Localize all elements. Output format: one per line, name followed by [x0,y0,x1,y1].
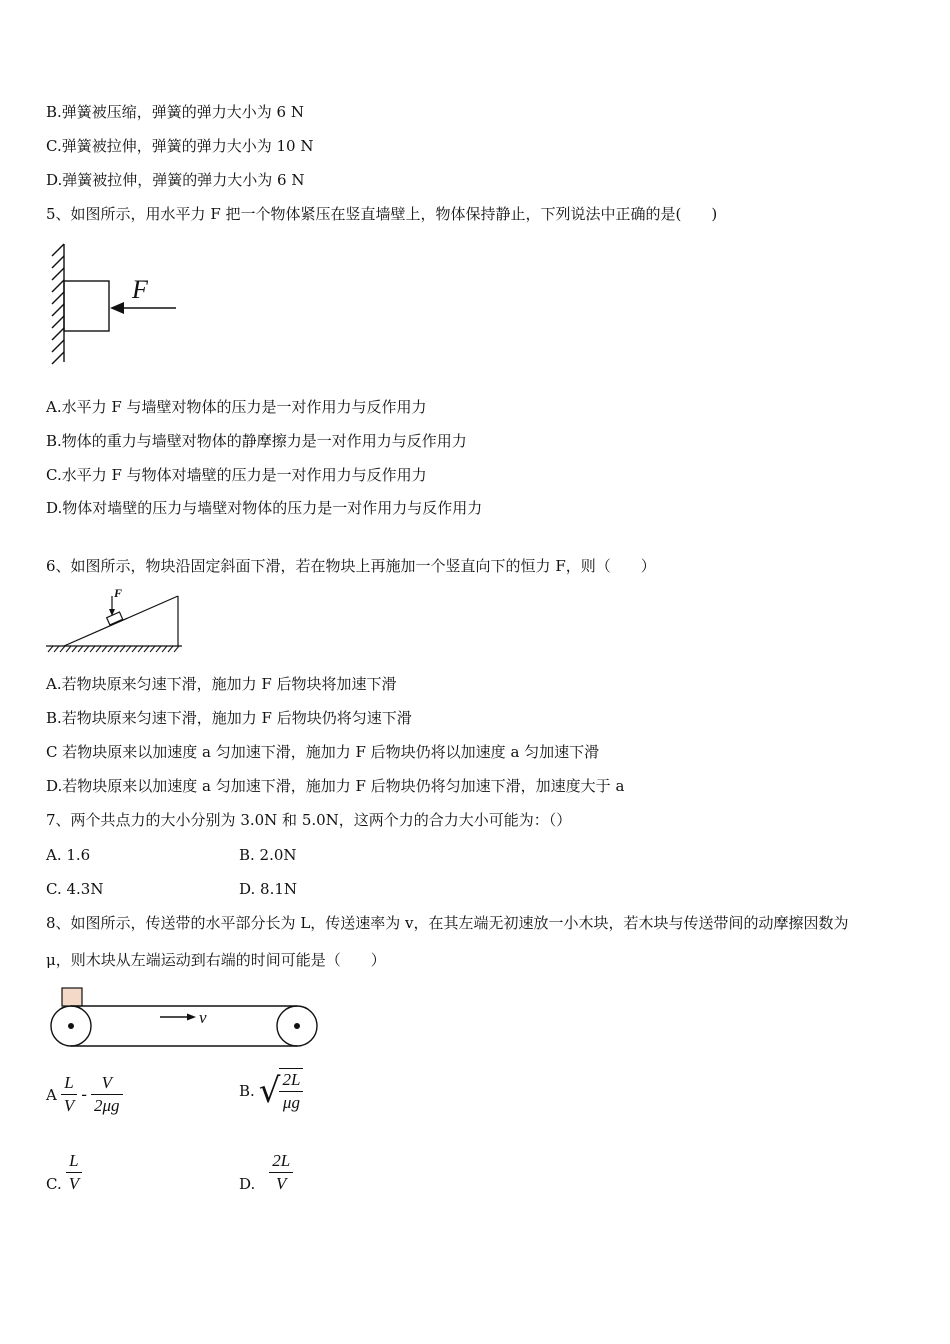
q7-option-b: B. 2.0N [239,846,297,864]
q8-option-b [239,1068,303,1114]
fraction-2l-over-ug: $\frac{2L}{\mu g}$ [279,1069,303,1114]
q6-option-a: A.若物块原来匀速下滑，施加力 F 后物块将加速下滑 [46,675,397,693]
q8-option-a-label: A [46,1085,57,1104]
q8-conveyor-figure [44,984,324,1050]
block-on-incline [107,612,123,625]
wall-hatching [52,244,64,364]
q8-stem-line2: μ，则木块从左端运动到右端的时间可能是（ ） [46,951,386,969]
q6-stem: 6、如图所示，物块沿固定斜面下滑，若在物块上再施加一个竖直向下的恒力 F，则（ ） [46,557,656,575]
incline-surface [64,596,178,646]
fraction-l-over-v: $\frac{L}{V}$ [66,1150,82,1195]
q7-stem: 7、两个共点力的大小分别为 3.0N 和 5.0N，这两个力的合力大小可能为：（） [46,811,572,829]
minus-sign: - [81,1084,87,1105]
q6-option-c: C 若物块原来以加速度 a 匀加速下滑，施加力 F 后物块仍将以加速度 a 匀加速下滑 [46,743,600,761]
q8-option-a [46,1072,123,1117]
q6-option-b: B.若物块原来匀速下滑，施加力 F 后物块仍将匀速下滑 [46,709,412,727]
q5-option-a: A.水平力 F 与墙壁对物体的压力是一对作用力与反作用力 [46,398,427,416]
q7-option-a: A. 1.6 [46,846,91,864]
square-root: √ $\frac{2L}{\mu g}$ [259,1068,304,1114]
fraction-l-over-v: $\frac{L}{V}$ [61,1072,77,1117]
right-pulley-axle [294,1023,300,1029]
q8-option-b-label: B. [239,1082,255,1100]
velocity-arrowhead [187,1014,196,1021]
left-pulley-axle [68,1023,74,1029]
q5-option-c: C.水平力 F 与物体对墙壁的压力是一对作用力与反作用力 [46,466,427,484]
q8-option-c-label: C. [46,1175,62,1193]
q5-option-b: B.物体的重力与墙壁对物体的静摩擦力是一对作用力与反作用力 [46,432,467,450]
force-label: F [132,275,148,304]
block [64,281,109,331]
fraction-2l-over-v: $\frac{2L}{V}$ [269,1150,293,1195]
force-label: F [114,586,123,600]
q5-option-d: D.物体对墙壁的压力与墙壁对物体的压力是一对作用力与反作用力 [46,499,483,517]
q8-option-d-label: D. [239,1175,256,1193]
q4-option-c: C.弹簧被拉伸，弹簧的弹力大小为 10 N [46,137,314,155]
q7-option-c: C. 4.3N [46,880,104,898]
q8-option-d [239,1150,293,1195]
q5-stem: 5、如图所示，用水平力 F 把一个物体紧压在竖直墙壁上，物体保持静止，下列说法中正确的是( ) [46,205,718,223]
ground-hatching [48,646,179,652]
velocity-label: v [199,1008,207,1027]
q4-option-d: D.弹簧被拉伸，弹簧的弹力大小为 6 N [46,171,305,189]
q8-stem-line1: 8、如图所示，传送带的水平部分长为 L，传送速率为 v，在其左端无初速放一小木块，若木块与传送带间的动摩擦因数为 [46,914,849,932]
q6-incline-figure [44,586,188,656]
q4-option-b: B.弹簧被压缩，弹簧的弹力大小为 6 N [46,103,304,121]
wooden-block [62,988,82,1006]
q8-option-c [46,1150,82,1195]
force-arrowhead [110,302,124,314]
q6-option-d: D.若物块原来以加速度 a 匀加速下滑，施加力 F 后物块仍将匀加速下滑，加速度大于 a [46,777,625,795]
q5-wall-figure [40,240,190,366]
q7-option-d: D. 8.1N [239,880,298,898]
fraction-v-over-2ug: $\frac{V}{2\mu g}$ [91,1072,123,1117]
